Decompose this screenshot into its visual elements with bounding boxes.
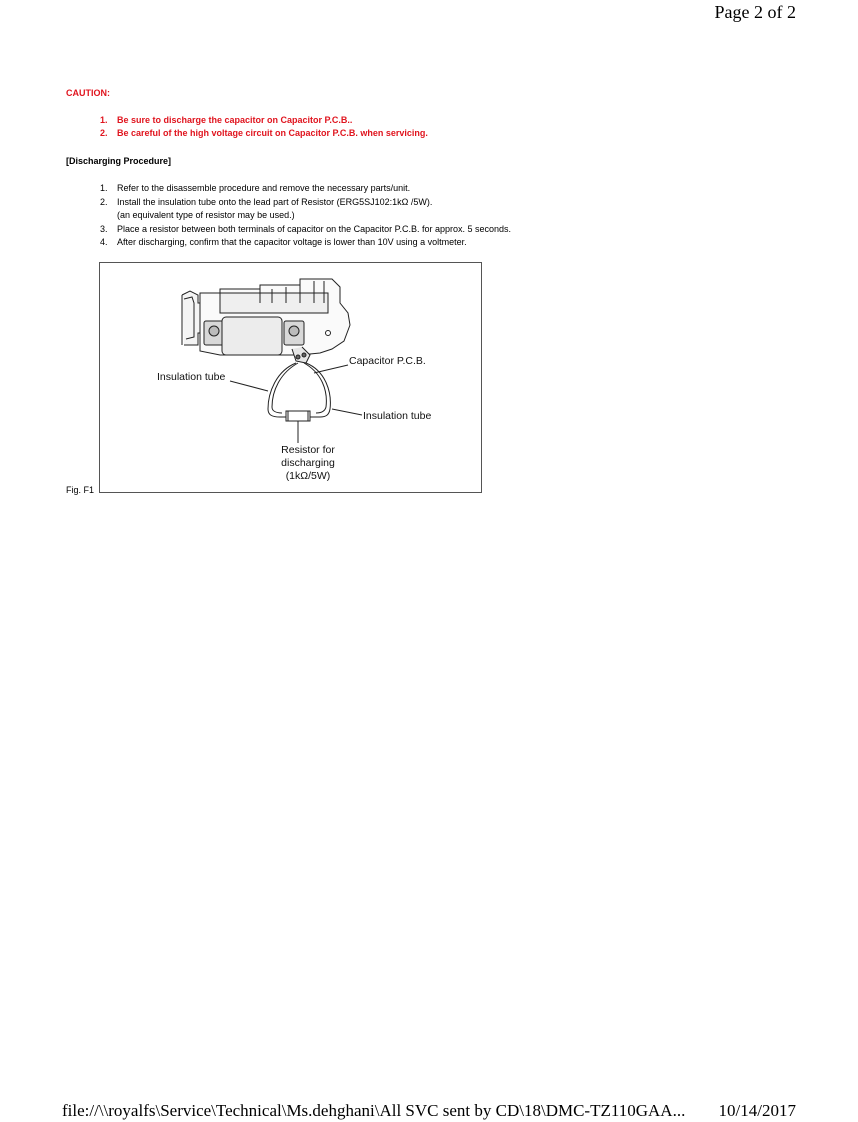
procedure-step-text: Place a resistor between both terminals of capacitor on the Capacitor P.C.B. for approx. 5 seconds. (117, 223, 512, 234)
resistor-label-line2: discharging (281, 457, 335, 469)
discharge-figure (99, 262, 482, 493)
insulation-tube-label-left: Insulation tube (157, 371, 226, 383)
procedure-step-number: 2. (100, 196, 108, 207)
procedure-step-number: 1. (100, 183, 108, 193)
capacitor-pcb-label: Capacitor P.C.B. (349, 355, 426, 367)
caution-list (100, 114, 428, 140)
caution-item-number: 1. (100, 115, 108, 125)
caution-item (100, 114, 428, 127)
resistor-label (268, 444, 348, 483)
footer-date: 10/14/2017 (718, 1101, 796, 1120)
procedure-step-text: After discharging, confirm that the capacitor voltage is lower than 10V using a voltmeter. (117, 237, 467, 248)
footer-file-path: file://\\royalfs\Service\Technical\Ms.dehghani\All SVC sent by CD\18\DMC-TZ110GAA... (62, 1101, 686, 1120)
procedure-list (100, 182, 511, 250)
figure-caption: Fig. F1 (66, 485, 95, 495)
resistor-label-line3: (1kΩ/5W) (285, 470, 331, 482)
procedure-step (100, 182, 511, 196)
procedure-step (100, 236, 511, 250)
page-number: Page 2 of 2 (714, 2, 796, 22)
procedure-step-number: 3. (100, 223, 108, 234)
procedure-step (100, 196, 511, 223)
caution-item-text: Be careful of the high voltage circuit on Capacitor P.C.B. when servicing. (117, 128, 428, 138)
caution-item-number: 2. (100, 128, 108, 138)
procedure-step-text: Refer to the disassemble procedure and remove the necessary parts/unit. (117, 183, 411, 193)
procedure-step-text: Install the insulation tube onto the lead part of Resistor (ERG5SJ102:1kΩ /5W). (117, 196, 433, 207)
procedure-heading: [Discharging Procedure] (66, 156, 172, 166)
caution-item-text: Be sure to discharge the capacitor on Capacitor P.C.B.. (117, 115, 353, 125)
procedure-step-note: (an equivalent type of resistor may be used.) (117, 210, 295, 221)
procedure-step-number: 4. (100, 237, 108, 248)
resistor-label-line1: Resistor for (281, 444, 335, 456)
insulation-tube-label-right: Insulation tube (363, 410, 432, 422)
procedure-step (100, 223, 511, 237)
caution-item (100, 127, 428, 140)
caution-heading: CAUTION: (66, 88, 110, 98)
